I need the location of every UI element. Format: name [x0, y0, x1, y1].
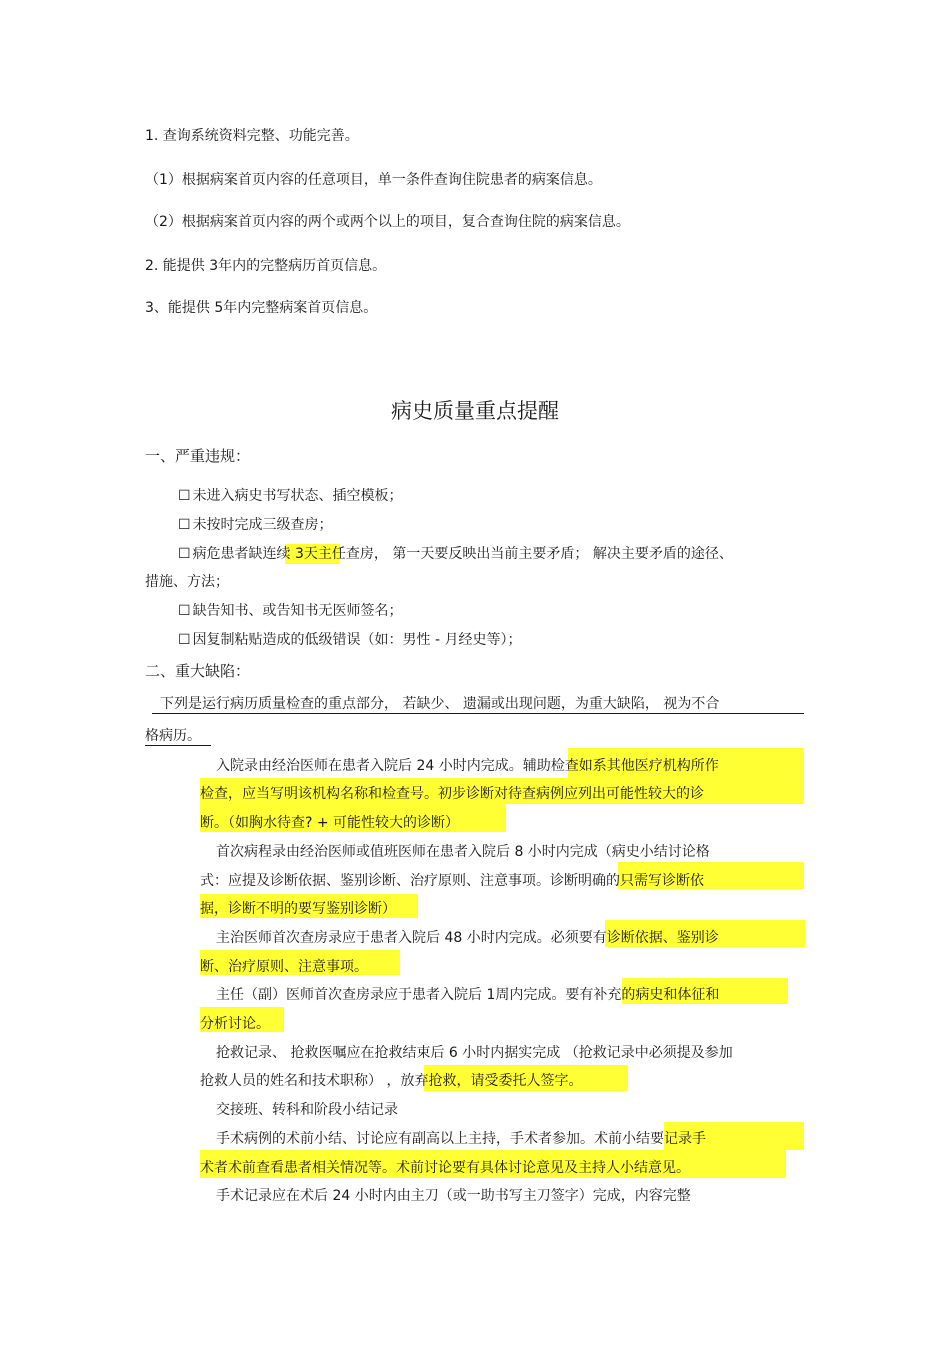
- paragraph-line: 术者术前查看患者相关情况等。术前讨论要有具体讨论意见及主持人小结意见。: [200, 1160, 690, 1176]
- list-item: 3、能提供 5年内完整病案首页信息。: [145, 300, 378, 316]
- paragraph-line: 主任（副）医师首次查房录应于患者入院后 1周内完成。要有补充的病史和体征和: [216, 987, 720, 1003]
- list-item-continuation: 措施、方法；: [145, 574, 229, 590]
- checkbox-icon: ☐: [178, 603, 191, 619]
- list-item: ☐ 病危患者缺连续 3天主任查房， 第一天要反映出当前主要矛盾； 解决主要矛盾的途径、: [178, 546, 733, 562]
- list-item: （1）根据病案首页内容的任意项目，单一条件查询住院患者的病案信息。: [145, 172, 602, 188]
- checkbox-icon: ☐: [178, 546, 191, 562]
- section-heading: 二、重大缺陷：: [145, 662, 251, 680]
- paragraph-line: 抢救人员的姓名和技术职称） ，放弃抢救，请受委托人签字。: [200, 1073, 583, 1089]
- paragraph-line: 手术病例的术前小结、讨论应有副高以上主持，手术者参加。术前小结要记录手: [216, 1131, 706, 1147]
- section-heading: 一、严重违规：: [145, 447, 251, 465]
- paragraph-line: 断、治疗原则、注意事项。: [200, 959, 368, 975]
- page-title: 病史质量重点提醒: [391, 399, 559, 423]
- paragraph-line: 手术记录应在术后 24 小时内由主刀（或一助书写主刀签字）完成，内容完整: [216, 1188, 691, 1204]
- paragraph-line: 分析讨论。: [200, 1016, 270, 1032]
- paragraph-line: 据，诊断不明的要写鉴别诊断）: [200, 901, 396, 917]
- underline: [145, 745, 211, 746]
- paragraph-line: 主治医师首次查房录应于患者入院后 48 小时内完成。必须要有诊断依据、鉴别诊: [216, 930, 719, 946]
- underline: [152, 713, 804, 714]
- list-item: ☐ 未进入病史书写状态、插空模板；: [178, 488, 403, 504]
- paragraph-line: 式：应提及诊断依据、鉴别诊断、治疗原则、注意事项。诊断明确的只需写诊断依: [200, 873, 704, 889]
- paragraph-line: 交接班、转科和阶段小结记录: [216, 1102, 398, 1118]
- paragraph-line: 抢救记录、 抢救医嘱应在抢救结束后 6 小时内据实完成 （抢救记录中必须提及参加: [216, 1045, 733, 1061]
- checkbox-icon: ☐: [178, 632, 191, 648]
- paragraph-line: 断。（如胸水待查? + 可能性较大的诊断）: [200, 815, 460, 831]
- paragraph-line: 检查，应当写明该机构名称和检查号。初步诊断对待查病例应列出可能性较大的诊: [200, 786, 704, 802]
- checkbox-icon: ☐: [178, 488, 191, 504]
- list-item: 1. 查询系统资料完整、功能完善。: [145, 128, 359, 144]
- checkbox-icon: ☐: [178, 517, 191, 533]
- paragraph-line: 入院录由经治医师在患者入院后 24 小时内完成。辅助检查如系其他医疗机构所作: [216, 758, 719, 774]
- list-item: （2）根据病案首页内容的两个或两个以上的项目，复合查询住院的病案信息。: [145, 214, 630, 230]
- list-item: ☐ 因复制粘贴造成的低级错误（如：男性 - 月经史等）；: [178, 632, 522, 648]
- list-item: ☐ 缺告知书、或告知书无医师签名；: [178, 603, 403, 619]
- intro-line: 格病历。: [145, 728, 201, 744]
- list-item: 2. 能提供 3年内的完整病历首页信息。: [145, 258, 387, 274]
- paragraph-line: 首次病程录由经治医师或值班医师在患者入院后 8 小时内完成（病史小结讨论格: [216, 844, 710, 860]
- intro-line: 下列是运行病历质量检查的重点部分， 若缺少、 遗漏或出现问题，为重大缺陷， 视为不合: [160, 696, 720, 712]
- list-item: ☐ 未按时完成三级查房；: [178, 517, 333, 533]
